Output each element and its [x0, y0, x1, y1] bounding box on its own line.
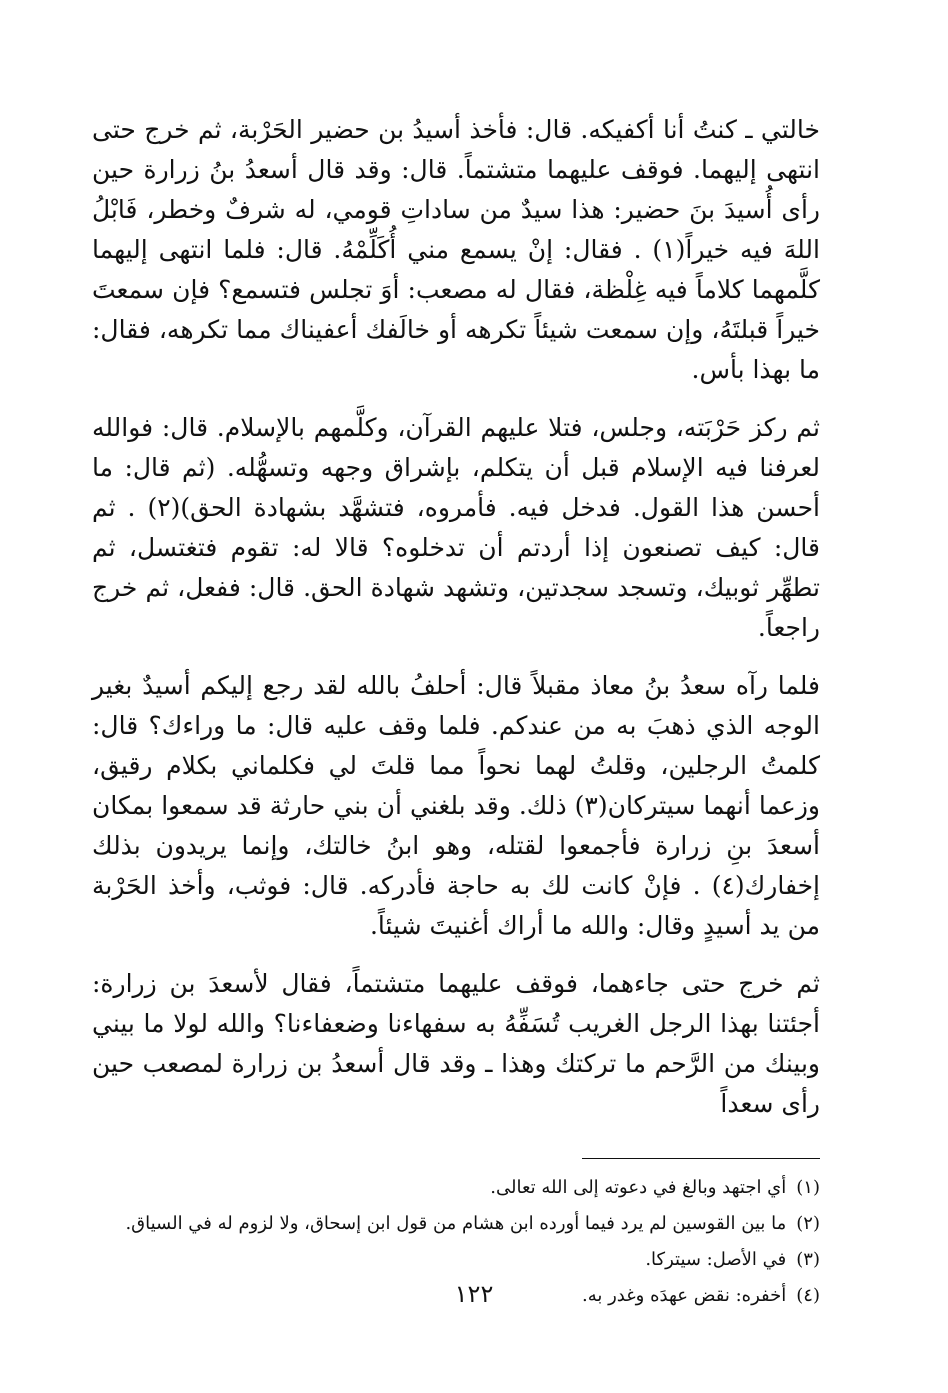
- page-number: ١٢٢: [454, 1280, 494, 1308]
- footnote-text: أي اجتهد وبالغ في دعوته إلى الله تعالى.: [490, 1177, 787, 1198]
- paragraph-4: [92, 964, 820, 1124]
- paragraph-3: [92, 666, 820, 946]
- footnote-3: [92, 1245, 820, 1275]
- page-body: [92, 110, 820, 1317]
- footnote-text: ما بين القوسين لم يرد فيما أورده ابن هشام من قول ابن إسحاق، ولا لزوم له في السياق.: [125, 1213, 787, 1234]
- footnote-2: [92, 1209, 820, 1239]
- footnote-separator: [582, 1158, 820, 1159]
- footnote-number: (٣): [796, 1249, 820, 1270]
- paragraph-text: فلما رآه سعدُ بنُ معاذ مقبلاً قال: أحلفُ بالله لقد رجع إليكم أسيدٌ بغير الوجه الذي ذهبَ به من عندكم. فلما وقف عليه قال: ما وراءك؟ قال: كلمتُ الرجلين، وقلتُ لهما نحواً مما قلتَ لي فكلماني بكلام رقيق، وزعما أنهما سيتركان(٣) ذلك. وقد بلغني أن بني حارثة قد سمعوا بمكان أسعدَ بنِ زرارة فأجمعوا لقتله، وهو ابنُ خالتك، وإنما يريدون بذلك إخفارك(٤) . فإنْ كانت لك به حاجة فأدركه. قال: فوثب، وأخذ الحَرْبة من يد أسيدٍ وقال: والله ما أراك أغنيتَ شيئاً.: [92, 671, 820, 940]
- paragraph-text: ثم ركز حَرْبَته، وجلس، فتلا عليهم القرآن، وكلَّمهم بالإسلام. قال: فوالله لعرفنا فيه الإسلام قبل أن يتكلم، بإشراق وجهه وتسهُّله. (ثم قال: ما أحسن هذا القول. فدخل فيه. فأمروه، فتشهَّد بشهادة الحق)(٢) . ثم قال: كيف تصنعون إذا أردتم أن تدخلوه؟ قالا له: تقوم فتغتسل، ثم تطهِّر ثوبيك، وتسجد سجدتين، وتشهد شهادة الحق. قال: ففعل، ثم خرج راجعاً.: [92, 413, 820, 642]
- paragraph-1: [92, 110, 820, 390]
- footnote-1: [92, 1173, 820, 1203]
- footnote-text: في الأصل: سيتركا.: [645, 1249, 787, 1270]
- footnote-number: (٤): [796, 1285, 820, 1306]
- footnote-text: أخفره: نقض عهدَه وغدر به.: [582, 1285, 787, 1306]
- paragraph-2: [92, 408, 820, 648]
- paragraph-text: ثم خرج حتى جاءهما، فوقف عليهما متشتماً، فقال لأسعدَ بن زرارة: أجئتنا بهذا الرجل الغريب تُسَفِّهُ به سفهاءنا وضعفاءنا؟ والله لولا ما بيني وبينك من الرَّحم ما تركتك وهذا ـ وقد قال أسعدُ بن زرارة لمصعب حين رأى سعداً: [92, 969, 820, 1118]
- footnote-number: (٢): [796, 1213, 820, 1234]
- paragraph-text: خالتي ـ كنتُ أنا أكفيكه. قال: فأخذ أسيدُ بن حضير الحَرْبة، ثم خرج حتى انتهى إليهما. فوقف عليهما متشتماً. قال: وقد قال أسعدُ بنُ زرارة حين رأى أُسيدَ بنَ حضير: هذا سيدٌ من ساداتِ قومي، له شرفٌ وخطر، فَابْلُ اللهَ فيه خيراً(١) . فقال: إنْ يسمع مني أُكَلِّمْهُ. قال: فلما انتهى إليهما كلَّمهما كلاماً فيه غِلْظة، فقال له مصعب: أوَ تجلس فتسمع؟ فإن سمعتَ خيراً قبلتَهُ، وإن سمعت شيئاً تكرهه أو خالَفك أعفيناك مما تكرهه، فقال: ما بهذا بأس.: [92, 115, 820, 384]
- footnote-number: (١): [796, 1177, 820, 1198]
